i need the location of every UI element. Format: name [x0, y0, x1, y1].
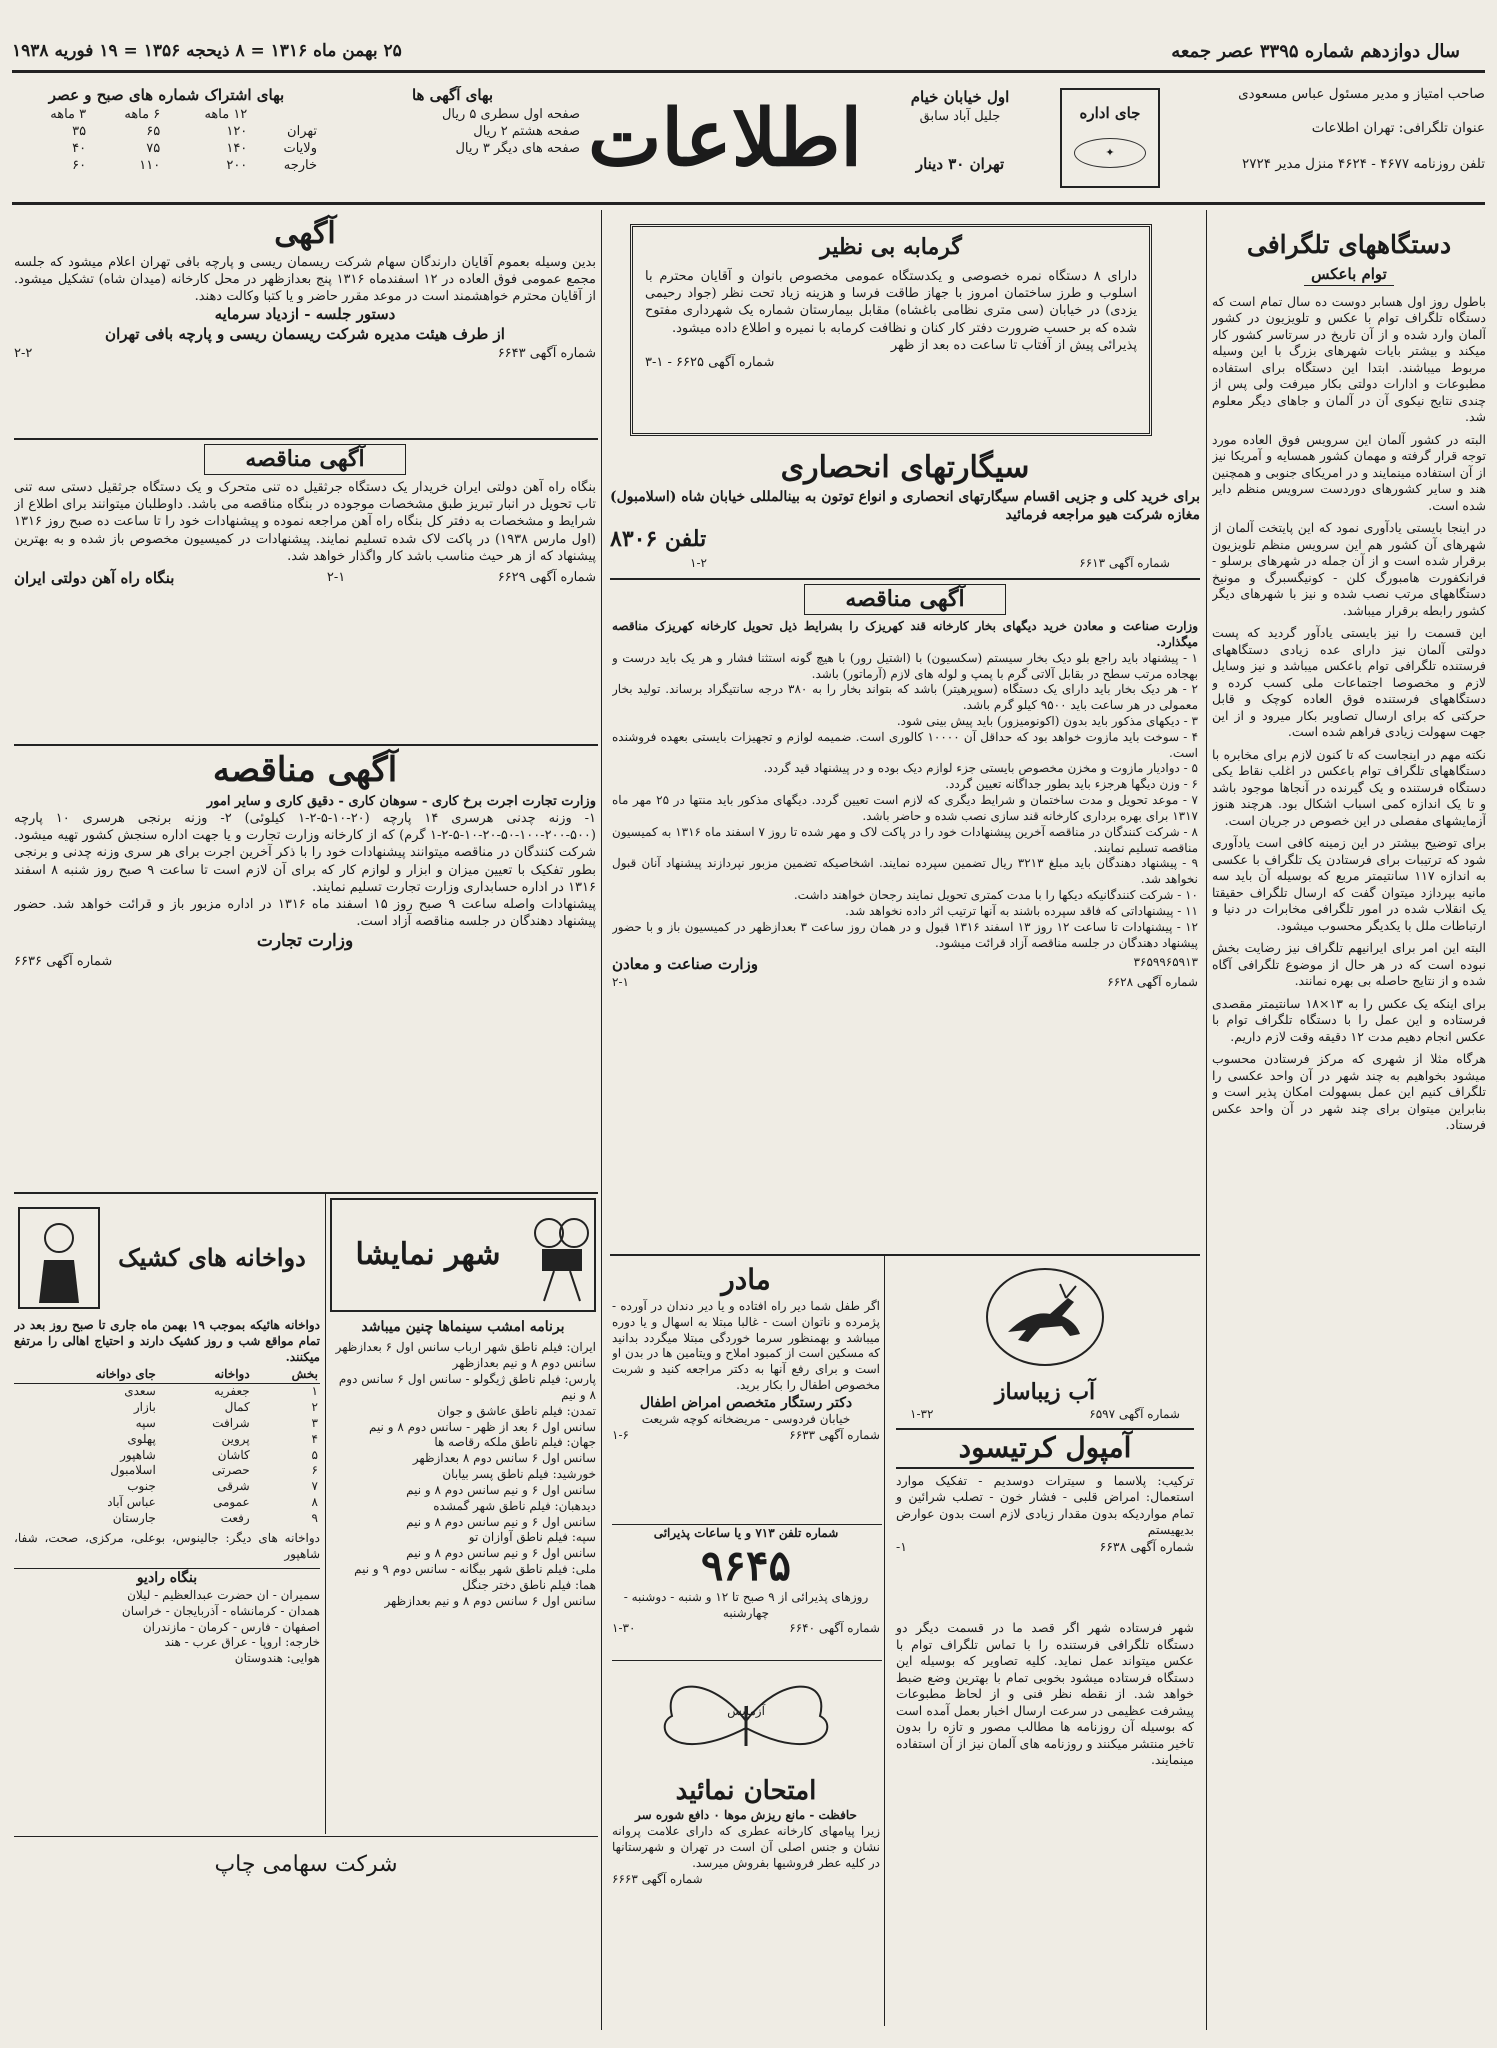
table-row [14, 1400, 320, 1416]
cinema-line: سپه: فیلم ناطق آوازان تو [468, 1530, 596, 1545]
ad3-ref: شماره آگهی ۶۶۳۶ [14, 953, 113, 969]
ad3-body: ۱- وزنه چدنی هرسری ۱۴ پارچه (۲۰-۱۰-۵-۲-۱ کیلوئی) ۲- وزنه برنجی هرسری ۱۰ پارچه (۵۰۰-۲۰۰-۱۰۰-۵۰-۲۰-۱۰-۵-۲-۱ گرم) که از کارخانه وزارت تجارت و یا جهت اداره سنجش کشور تهیه میشود. شرکت کنندگان در مناقصه میتوانند پیشنهادات خود را با ذکر آخرین اجرت برای هر سری وزنه چدنی و برنجی بطور تفکیک با تعیین میزان و ابزار و لوازم کار که برای آن لازم است تا ساعت ۹ صبح روز شنبه ۸ اسفند ۱۳۱۶ در اداره حسابداری وزارت تجارت تسلیم نمایند. [14, 811, 596, 895]
ad-rates [325, 86, 580, 196]
ad3-title: آگهی مناقصه [212, 750, 398, 790]
deer-illustration [890, 1262, 1200, 1392]
cell: رفعت [220, 1510, 250, 1525]
article-paragraph: هرگاه مثلا از شهری که مرکز فرستادن محسوب میشود بخواهیم به چند شهر در آن واحد عکسی را تلگراف کنیم این عمل بسهولت امکان پذیر است و بنابراین میتوان برای چند شهر در آن واحد عکس فرستاد. [1212, 1051, 1486, 1133]
cigarette-ad [610, 448, 1200, 563]
tender-item: ۵ - دوادیار مازوت و مخزن مخصوص بایستی جزء لوازم دیک بوده و در پیشنهاد قید گردد. [763, 761, 1198, 776]
company-meeting-ad [14, 214, 596, 436]
tender-item: ۶ - وزن دیگها هرجزء باید بطور جداگانه تعیین گردد. [945, 777, 1198, 792]
section-rule [14, 1192, 598, 1194]
cinema-logo: شهر نمایشا [355, 1237, 501, 1273]
mother-title: مادر [721, 1263, 771, 1296]
tender-code: ۳۶۵۹۹۶۵۹۱۳ [1133, 955, 1198, 970]
column-rule [601, 210, 602, 2030]
table-row [14, 1463, 320, 1479]
article-paragraph: نکته مهم در اینجاست که تا کنون لازم برای مخابره با دستگاههای تلگراف توام باعکس در اغلب نقاط یکی دستگاه فرستنده و یک گیرنده در آنجاها موجود باشد و تا یک اندازه کمی اسباب اشکال بود. هرچند هنوز آزمایشهای مفصلی در این خصوص در جریان است. [1212, 746, 1486, 828]
cigarette-body: برای خرید کلی و جزیی اقسام سیگارتهای انحصاری و انواع توتون به بینالمللی خیابان شاه (اسلامبول) مغازه شرکت هیو مراجعه فرمائید [610, 488, 1200, 524]
ad1-agenda: دستور جلسه - ازدیاد سرمایه [214, 305, 396, 324]
tender-item: ۱۰ - شرکت کنندگانیکه دیکها را با مدت کمتری تحویل نمایند رجحان خواهند داشت. [793, 888, 1198, 903]
radio-line: سمیران - ان حضرت عبدالعظیم - لیلان [127, 1587, 320, 1602]
ampoule-ref: شماره آگهی ۶۶۳۸ [1099, 1538, 1194, 1554]
article-paragraph: البته در کشور آلمان این سرویس فوق العاده مورد توجه قرار گرفته و مهمان کشور همسایه و آمریکا نیز از آن استفاده مینمایند و در امریکای جنوبی و همچنین هند و سایر کشورهای دوردست سرویس منظم دایر شده است. [1212, 431, 1486, 513]
deer-ad [890, 1262, 1200, 1422]
newspaper-logo: اطلاعات [587, 93, 863, 184]
deer-ad-title: آب زیباساز [994, 1379, 1096, 1405]
telegraph-line: عنوان تلگرافی: تهران اطلاعات [1311, 119, 1485, 136]
cinema-line: جهان: فیلم ناطق ملکه رقاصه ها [434, 1435, 596, 1450]
cinema-title: برنامه امشب سینماها چنین میباشد [361, 1319, 565, 1335]
cinema-line: سانس اول ۶ و نیم سانس دوم ۸ و نیم [406, 1482, 596, 1497]
subs-value: ۱۴۰ [226, 141, 248, 157]
cell: ۶ [311, 1463, 318, 1478]
cell: عمومی [212, 1495, 250, 1510]
tender-item: ۸ - شرکت کنندگان در مناقصه آخرین پیشنهادات خود را در پاکت لاک و مهر شده تا روز ۷ اسفند ماه ۱۳۱۶ به کمیسیون مناقصه تسلیم نمایند. [612, 824, 1198, 855]
cinema-line: خورشید: فیلم ناطق پسر بیابان [442, 1467, 596, 1482]
mother-address: خیابان فردوسی - مریضخانه کوچه شریعت [641, 1412, 851, 1427]
exam-ad [612, 1666, 880, 2026]
ad1-signature: از طرف هیئت مدیره شرکت ریسمان ریسی و پارچه بافی تهران [105, 324, 505, 343]
column-rule [325, 1194, 326, 1834]
tender-footer [612, 955, 1198, 975]
cell: شاهپور [120, 1447, 156, 1462]
office-address [865, 88, 1055, 188]
tender-title: آگهی مناقصه [804, 584, 1006, 615]
cigarette-phone: تلفن ۸۳۰۶ [610, 525, 707, 552]
ad1-ref-row [14, 345, 596, 362]
tender-item: ۲ - هر دیک بخار باید دارای یک دستگاه (سوپرهیتر) باشد که بتواند بخار را به ۳۸۰ درجه سانتیگراد برساند. تولید بخار معمولی در هر ساعت باید ۹۵۰۰ کیلو گرم باشد. [612, 682, 1198, 713]
column-rule [884, 1256, 885, 2026]
exam-title: امتحان نمائید [675, 1776, 817, 1806]
cinema-line: سانس اول ۶ سانس دوم ۸ و نیم بعدازظهر [384, 1593, 596, 1608]
ad1-title: آگهی [274, 216, 336, 251]
table-row [14, 1479, 320, 1495]
cinema-line: سانس اول ۶ و نیم سانس دوم ۸ و نیم [406, 1546, 596, 1561]
doctor-ref-2: ۱-۳۰ [612, 1621, 636, 1636]
phone-line: تلفن روزنامه ۴۶۷۷ - ۴۶۲۴ منزل مدیر ۲۷۲۴ [1242, 155, 1485, 172]
table-row [14, 1384, 320, 1400]
pharmacy-table [14, 1367, 320, 1526]
cell: کمال [224, 1400, 250, 1415]
subs-value: ۶۵ [146, 123, 161, 139]
exam-sub: حافظت - مانع ریزش موها ۰ دافع شوره سر [635, 1808, 857, 1823]
section-rule [610, 578, 1200, 580]
cinema-line: سانس اول ۶ بعد از ظهر - سانس دوم ۸ و نیم [368, 1419, 596, 1434]
subs-value: ۷۵ [146, 141, 161, 157]
mother-doctor: دکتر رستگار متخصص امراض اطفال [639, 1394, 853, 1411]
subs-table [14, 106, 319, 175]
exam-ref: شماره آگهی ۶۶۶۳ [612, 1871, 703, 1886]
pharmacy-title: دواخانه های کشیک [118, 1243, 306, 1273]
cell: ۸ [311, 1495, 318, 1510]
cell: سعدی [124, 1384, 156, 1399]
subs-value: ۱۲۰ [226, 123, 248, 139]
subs-value: ۳۵ [72, 123, 87, 139]
section-rule [612, 1660, 882, 1661]
subs-header: ۳ ماهه [50, 106, 87, 122]
pharmacy-header [14, 1198, 320, 1318]
tender-item: ۷ - موعد تحویل و مدت ساختمان و شرایط دیگری که لازم است تعیین گردد. دیگهای مذکور باید منتها در ۲۵ مهر ماه ۱۳۱۷ برای بهره برداری کارخانه قند سازی نصب شده و حاضر باشد. [612, 793, 1198, 823]
cell: اسلامبول [110, 1463, 156, 1478]
subs-value: ۲۰۰ [226, 158, 248, 174]
doctor-phone-number: ۹۶۴۵ [700, 1540, 792, 1590]
cigarette-ref: شماره آگهی ۶۶۱۳ [1079, 556, 1170, 570]
cinema-header [330, 1198, 596, 1312]
doctor-days: روزهای پذیرائی از ۹ صبح تا ۱۲ و شنبه - دوشنبه - چهارشنبه [623, 1589, 869, 1620]
ad3-note: پیشنهادات واصله ساعت ۹ صبح روز ۱۵ اسفند ماه ۱۳۱۶ در اداره مزبور باز و قرائت خواهد شد. حضور پیشنهاد دهندگان در جلسه مناقصه آزاد است. [14, 896, 596, 929]
tender-ref-2: ۲-۱ [612, 975, 629, 990]
article-paragraph: برای اینکه یک عکس را به ۱۳×۱۸ سانتیمتر مقصدی فرستاده و این عمل را با دستگاه تلگراف توام با عکس انجام دهیم مدت ۱۲ دقیقه وقت لازم داریم. [1212, 995, 1486, 1044]
tender-item: ۴ - سوخت باید مازوت خواهد بود که حداقل آن ۱۰۰۰۰ کالوری است. ضمیمه لوازم و تجهیزات بایستی بعهده فروشنده است. [612, 729, 1198, 760]
pharmacy-listing [14, 1198, 320, 1838]
tender-item: ۱ - پیشنهاد باید راجع بلو دیک بخار سیستم (سکسیون) با (اشتیل رور) با هیچ گونه استثنا فشار و هر یک باید درست و بهجاده مرتب سطح در بقابل آلاتی گرم با پمپ و لوله های لازم (آرماتور) باشد. [612, 650, 1198, 681]
exam-logo: آزمایش [727, 1704, 765, 1718]
tender-ref: شماره آگهی ۶۶۲۸ [1107, 975, 1198, 990]
section-rule [14, 1836, 598, 1837]
bath-hours: پذیرائی پیش از آفتاب تا ساعت ده بعد از ظهر [890, 337, 1137, 353]
printer-footer: شرکت سهامی چاپ [214, 1852, 398, 1877]
ampoule-title: آمپول کرتیسود [896, 1428, 1194, 1469]
ampoule-ad [890, 1428, 1200, 1588]
tender-item: ۱۲ - پیشنهادات تا ساعت ۱۲ روز ۱۳ اسفند ۱۳۱۶ قبول و در همان روز ساعت ۳ بعدازظهر در کمیسیون باز و با حضور پیشنهاد دهندگان در جلسه مناقصه آزاد قرائت میشود. [612, 919, 1198, 950]
telegraph-article-continued: شهر فرستاده شهر اگر قصد ما در قسمت دیگر دو دستگاه تلگرافی فرستنده را با تماس تلگراف توام با عکس میتواند عمل نماید. کلیه تصاویر که بوسیله این دستگاه فرستاده میشود بخوبی تمام با بهترین وضع ضبط خواهد شد. از نقطه نظر فنی و از لحاظ مطبوعات پیشرفت عظیمی در سرعت ارسال اخبار بعمل آمده است که بوسیله آن روزنامه ها مطالب مصور و تازه را بدون تاخیر منتشر میکنند و روزنامه های آلمان نیز از آن استفاده مینمایند. [896, 1620, 1194, 1767]
tender-item: ۱۱ - پیشنهاداتی که فاقد سپرده باشند به آنها ترتیب اثر داده نخواهد شد. [845, 903, 1198, 918]
cinema-line: ایران: فیلم ناطق شهر ارباب سانس اول ۶ بعدازظهر [335, 1340, 596, 1355]
article-subtitle: توام باعکس [1304, 265, 1394, 286]
deer-ref-row [890, 1407, 1200, 1422]
cinema-listing [330, 1198, 596, 1834]
section-rule [14, 438, 598, 440]
ad2-ref-2: ۲-۱ [326, 569, 346, 585]
ad3-signature: وزارت تجارت [256, 931, 354, 952]
doctor-phone-ad [612, 1526, 880, 1656]
ad1-ref: شماره آگهی ۶۶۴۳ [497, 345, 596, 361]
article-paragraph: البته این امر برای ایرانیهم تلگراف نیز رضایت بخش نبوده است که در هر حال از موضوع تلگرافی آگاه شده و از نتایج حاصله بی بهره نمانند. [1212, 940, 1486, 989]
mother-body: اگر طفل شما دیر راه افتاده و یا دیر دندان در آورده - پژمرده و ناتوان است - غالبا مبتلا به اسهال و یا دوره میباشد و بهمنظور سرما خوردگی مبتلا میگردد بدانید که مسکین است از کمبود املاح و ویتامین ها در بدن او است و برای رفع آنها به دکتر مراجعه کنید و شربت مخصوص اطفال را بکار برید. [612, 1298, 880, 1393]
cell: شرقی [217, 1479, 250, 1494]
table-row [14, 1495, 320, 1511]
cell: عباس آباد [107, 1495, 156, 1510]
pharmacy-col-header: جای دواخانه [95, 1367, 156, 1382]
cell: ۲ [311, 1400, 318, 1415]
ad1-ref-2: ۲-۲ [14, 345, 33, 361]
pharmacy-col-header: دواخانه [214, 1367, 250, 1382]
cell: ۳ [311, 1415, 318, 1430]
cell: سپه [135, 1415, 156, 1430]
subs-title: بهای اشتراک شماره های صبح و عصر [48, 86, 285, 104]
pharmacy-col-header: بخش [291, 1367, 318, 1382]
cell: ۵ [311, 1447, 318, 1462]
ad2-body: بنگاه راه آهن دولتی ایران خریدار یک دستگاه جرثقیل ده تنی متحرک و یک دستگاه جرثقیل دستی سه تنی تاب تحویل در انبار تبریز طبق مشخصات موجوده در بنگاه مناقصه می باشد. داوطلبان میتوانند برای اطلاع از شرایط و مشخصات به دفتر کل بنگاه راه آهن مراجعه نموده و پیشنهادات خود را تا ساعت ده صبح روز ۱۳۱۶ (اول مارس ۱۹۳۸) در پاکت لاک شده تسلیم نمایند. پیشنهادات در کمیسیون مخصوص باز شده و به بهترین پیشنهاد که از هر حیث مناسب باشد کار واگذار خواهد شد. [14, 480, 596, 564]
masthead-rule [12, 70, 1485, 73]
projector-illustration [524, 1205, 594, 1305]
cigarette-title: سیگارتهای انحصاری [780, 450, 1030, 485]
section-rule [14, 744, 598, 746]
pharmacist-illustration [14, 1198, 104, 1318]
doctor-phone-label: شماره تلفن ۷۱۳ و یا ساعات پذیرائی [653, 1526, 839, 1540]
cinema-line: پارس: فیلم ناطق ژیگولو - سانس اول ۶ سانس دوم ۸ و نیم [338, 1372, 596, 1402]
office-box [1060, 88, 1160, 188]
subs-place: تهران [287, 123, 317, 139]
article-paragraph: در اینجا بایستی یادآوری نمود که این پایتخت آلمان از شهرهای آن کشور هم این سرویس منظم تلویزیون برقرار شده است و از آن جمله در شهرهای برسلو - فرانکفورت هامبورگ کلن - کونیگسبرگ و مونیخ دستگاههای مرتب نصب شده و نیز با شهرهای دیگر کشور رابطه برقرار میباشد. [1212, 520, 1486, 618]
table-row [14, 1511, 320, 1527]
ad1-body: بدین وسیله بعموم آقایان دارندگان سهام شرکت ریسمان ریسی و پارچه بافی تهران اعلام میشود که جلسه مجمع عمومی فوق العاده در ۱۲ اسفندماه ۱۳۱۶ پنج بعدازظهر در محل کارخانه (میدان شاه) تشکیل میشود. از آقایان محترم خواهشمند است در موعد مقرر حاضر و یا کتبا وکالت دهند. [14, 254, 596, 304]
radio-line: خارجه: اروپا - عراق عرب - هند [164, 1635, 320, 1650]
cinema-line: سانس دوم ۸ و نیم بعدازظهر [452, 1356, 596, 1371]
subs-place: خارجه [283, 158, 317, 174]
deer-ref-2: ۱-۳۲ [910, 1407, 934, 1422]
subs-header: ۱۲ ماهه [204, 106, 248, 122]
cell: جارستان [112, 1510, 156, 1525]
cell: پروین [221, 1431, 250, 1446]
cell: جنوب [127, 1479, 156, 1494]
cinema-line: هما: فیلم ناطق دختر جنگل [462, 1577, 596, 1592]
cell: ۴ [311, 1431, 318, 1446]
cinema-line: تمدن: فیلم ناطق عاشق و جوان [437, 1403, 596, 1418]
ampoule-body: ترکیب: پلاسما و سیترات دوسدیم - تفکیک موارد استعمال: امراض قلبی - فشار خون - تصلب شرائین و تمام مواردیکه بدون مقدار زیادی لازم است بدون عوارض بدیهیستم [896, 1472, 1194, 1538]
ad-rate-line: صفحه هشتم ۲ ریال [473, 123, 580, 139]
ampoule-ref-row [896, 1539, 1194, 1556]
cell: ۷ [311, 1479, 318, 1494]
office-title: جای اداره [1079, 104, 1141, 122]
cell: شرافت [212, 1415, 250, 1430]
tender-item: ۳ - دیکهای مذکور باید بدون (اکونومیزور) باید پیش بینی شود. [896, 714, 1198, 728]
ad2-title: آگهی مناقصه [204, 444, 406, 475]
cell: حصرتی [211, 1463, 250, 1478]
ad2-ref: شماره آگهی ۶۶۲۹ [497, 569, 596, 585]
industry-tender-ad [612, 582, 1198, 1250]
article-paragraph: این قسمت را نیز بایستی یادآور گردید که پست دولتی آلمان نیز دارای عده زیادی دستگاههای فرستنده تلگرافی توام باعکس میباشد و نیز وسایل لازم و مخصوصا اجتماعات ملی کسب کرده و دستگاههای فرستنده فوق العاده کوچک و قابل حرکتی که برای ارسال تصاویر بکار میرود و از این جهت سهولت زیادی فراهم شده است. [1212, 625, 1486, 740]
trade-tender-ad [14, 748, 596, 1188]
table-row [14, 1416, 320, 1432]
bath-ad [630, 224, 1152, 436]
deer-ref: شماره آگهی ۶۵۹۷ [1089, 1407, 1180, 1422]
cell: ۹ [311, 1510, 318, 1525]
cinema-line: دیدهبان: فیلم ناطق شهر گمشده [433, 1498, 596, 1513]
tender-intro: وزارت صناعت و معادن خرید دیگهای بخار کارخانه قند کهریزک را بشرایط ذیل تحویل کارخانه کهریزک مناقصه میگذارد. [612, 619, 1198, 649]
cinema-line: سانس اول ۶ سانس دوم ۸ بعدازظهر [412, 1451, 596, 1466]
office-stamp: ✦ [1074, 138, 1146, 168]
mother-ad [612, 1262, 880, 1522]
radio-line: اصفهان - فارس - کرمان - مازندران [142, 1619, 320, 1634]
ampoule-ref-2: ۱- [896, 1538, 907, 1554]
mother-ref: شماره آگهی ۶۶۳۳ [789, 1428, 880, 1443]
founder-block [1195, 86, 1485, 196]
subs-header: ۶ ماهه [124, 106, 161, 122]
cinema-line: ملی: فیلم ناطق شهر بیگانه - سانس دوم ۹ و نیم [354, 1562, 596, 1577]
bath-ref: شماره آگهی ۶۶۲۵ - ۱-۳ [645, 354, 775, 370]
cell: کاشان [217, 1447, 250, 1462]
issue-info: سال دوازدهم شماره ۳۳۹۵ عصر جمعه [1171, 41, 1460, 62]
cigarette-ref-2: ۱-۲ [690, 556, 707, 570]
table-row [14, 1432, 320, 1448]
article-paragraph: باطول روز اول هسابر دوست ده سال تمام است که دستگاه تلگراف توام با عکس و تلویزیون در کشور آلمان وارد شده و از آن تاریخ در سرتاسر کشور کار میکند و بیشتر بایات شهرهای بزرگ با این وسیله مربوط میباشند. ابتدا این دستگاه برای استفاده مطبوعات و ادارات دولتی بکار میرفت ولی پس از چندی نتایج نیکوی آن در آلمان و جاهای دیگر معلوم شد. [1212, 293, 1486, 425]
table-row [14, 1448, 320, 1464]
doctor-ref: شماره آگهی ۶۶۴۰ [789, 1621, 880, 1636]
subs-value: ۶۰ [72, 158, 87, 174]
mother-ref-2: ۱-۶ [612, 1428, 629, 1443]
masthead-bottom-rule [12, 202, 1485, 205]
telegraph-article [1212, 216, 1486, 2026]
cell: جعفریه [214, 1384, 250, 1399]
section-rule [610, 1254, 1200, 1256]
subscription-rates [14, 86, 319, 196]
radio-title: بنگاه رادیو [14, 1568, 320, 1587]
ad-rate-line: صفحه اول سطری ۵ ریال [441, 106, 580, 122]
issue-date: ۲۵ بهمن ماه ۱۳۱۶ = ۸ ذیحجه ۱۳۵۶ = ۱۹ فوریه ۱۹۳۸ [12, 41, 402, 61]
bath-body: دارای ۸ دستگاه نمره خصوصی و یکدستگاه عمومی مخصوص بانوان و آقایان محترم با اسلوب و طرز ساختمان امروز با جهاز طاقت فرسا و هزینه زیاد تحت نظر (جواد رحیمی یزدی) در خیابان (سی متری نظامی باغشاه) مقابل بیمارستان شماره یک شهرداری مفتوح شده که بر حسب ضرورت دفتر کار کنان و نظافت کرمابه با نمیره و اطلاع داده میشود. [645, 269, 1137, 336]
pharmacy-intro: دواخانه هائیکه بموجب ۱۹ بهمن ماه جاری تا صبح روز بعد در تمام مواقع شب و روز کشیک دارند و احتیاج اهالی را مرتفع میکنند. [14, 1318, 320, 1364]
cigarette-ref-row [690, 556, 1170, 576]
exam-body: زیرا پیامهای کارخانه عطری که دارای علامت پروانه نشان و جنس اصلی آن است در تهران و شهرستانها در کلیه عطر فروشیها بفروش میرسد. [612, 1824, 880, 1870]
cinema-line: سانس اول ۶ و نیم سانس دوم ۸ و نیم [406, 1514, 596, 1529]
founder-line: صاحب امتیاز و مدیر مسئول عباس مسعودی [1238, 86, 1485, 102]
office-line-1: اول خیابان خیام [910, 88, 1010, 106]
doctor-ref-row [612, 1621, 880, 1637]
mother-ref-row [612, 1428, 880, 1444]
tender-ref-row [612, 975, 1198, 991]
cell: پهلوی [127, 1431, 156, 1446]
subs-place: ولایات [283, 141, 317, 157]
office-line-2: جلیل آباد سابق [919, 108, 1001, 124]
pharmacy-more: دواخانه های دیگر: جالینوس، بوعلی، مرکزی، صحت، شفا، شاهپور [14, 1530, 320, 1561]
ad-rate-line: صفحه های دیگر ۳ ریال [455, 141, 580, 157]
bath-title: گرمابه بی نظیر [820, 234, 962, 260]
column-rule [1206, 210, 1207, 2030]
article-title: دستگاههای تلگرافی [1246, 230, 1452, 259]
price: تهران ۳۰ دینار [915, 154, 1005, 173]
subs-value: ۴۰ [72, 141, 87, 157]
subs-value: ۱۱۰ [139, 158, 161, 174]
ad-rates-title: بهای آگهی ها [411, 86, 494, 104]
article-paragraph: برای توضیح بیشتر در این زمینه کافی است یادآوری شود که ترتیبات برای فرستادن یک تلگراف با عکسی به اندازه ۱۱۷ سانتیمتر مربع که بوسیله آن باید سه مانیه بپردازد میتوان گفت که ارسال تلگراف حقیقتا یک انقلاب شده در امور تلگرافی مخابرات در دنیا و ارتباطات ملل با یکدیگر محسوب میشود. [1212, 835, 1486, 933]
railway-tender-ad [14, 442, 596, 742]
cell: بازار [133, 1400, 156, 1415]
ad2-footer [14, 569, 596, 589]
tender-signature: وزارت صناعت و معادن [612, 955, 758, 974]
ad2-signature: بنگاه راه آهن دولتی ایران [14, 568, 175, 587]
cell: ۱ [311, 1384, 318, 1399]
ad3-sub: وزارت تجارت اجرت برخ کاری - سوهان کاری - دقیق کاری و سایر امور [206, 793, 596, 809]
radio-line: همدان - کرمانشاه - آذربایجان - خراسان [121, 1603, 320, 1618]
tender-item: ۹ - پیشنهاد دهندگان باید مبلغ ۳۲۱۳ ریال تضمین سپرده نمایند. اشخاصیکه تضمین مزبور نپردازند پیشنهاد آنان قبول نخواهد شد. [612, 856, 1198, 887]
radio-line: هوایی: هندوستان [234, 1651, 320, 1666]
section-rule [612, 1524, 882, 1525]
